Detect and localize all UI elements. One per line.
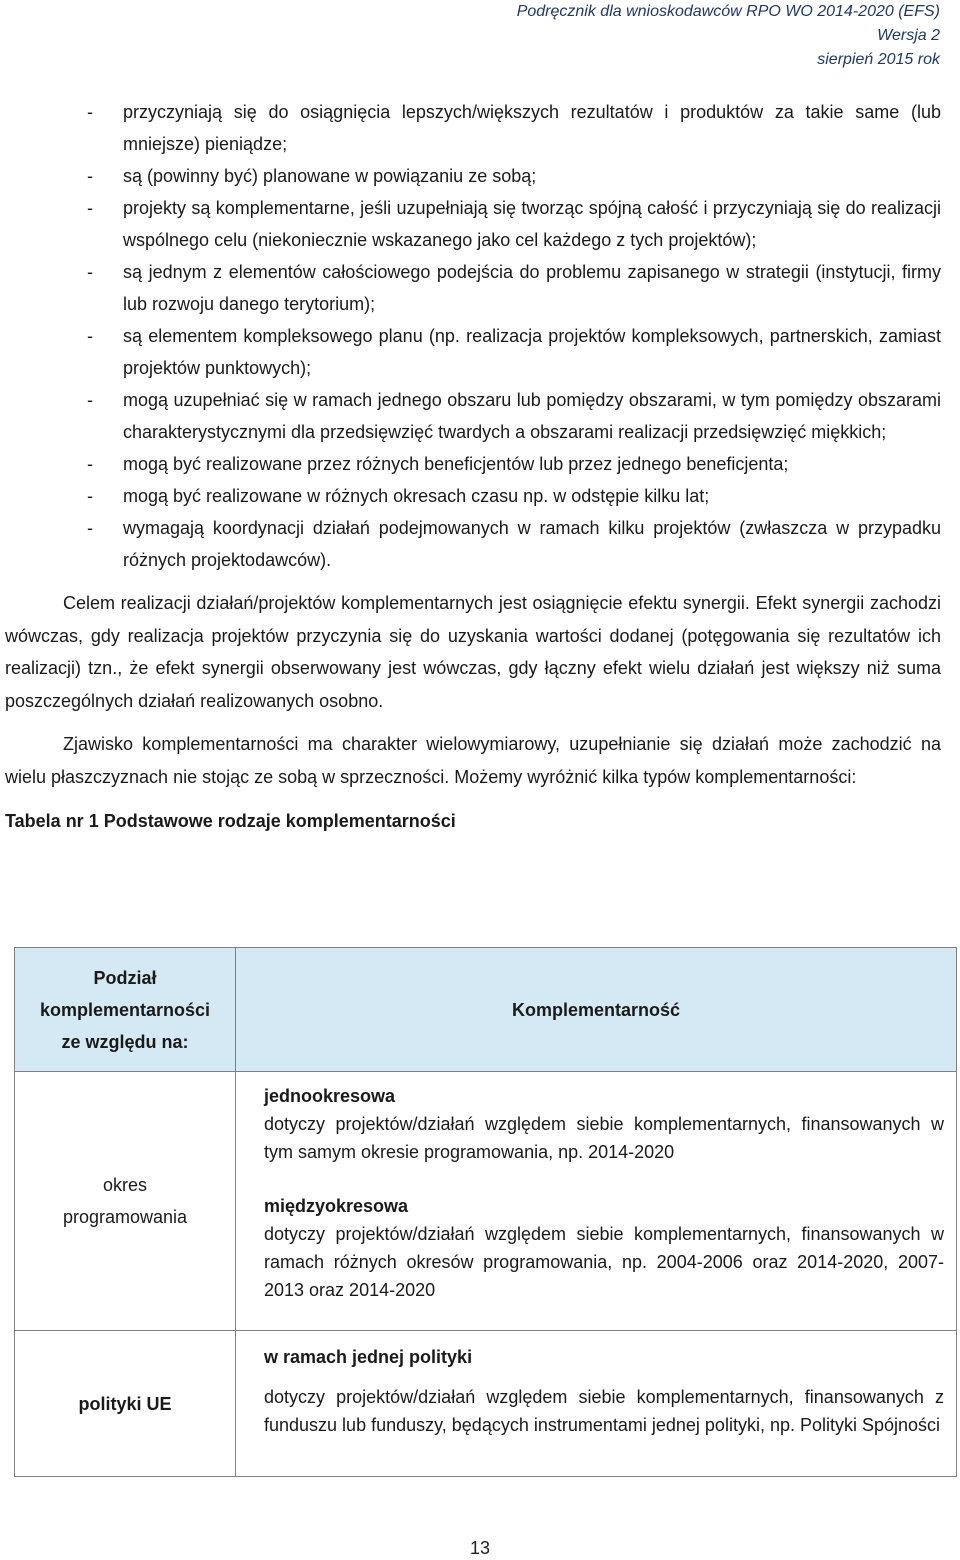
dash-marker: - [87,262,93,282]
dash-marker: - [87,486,93,506]
dash-marker: - [87,454,93,474]
category-cell [15,1072,236,1331]
list-item-text: projekty są komplementarne, jeśli uzupełniają się tworząc spójną całość i przyczyniają się do realizacji wspólnego celu (niekoniecznie wskazanego jako cel każdego z tych projektów); [123,198,941,250]
header-document-title: Podręcznik dla wnioskodawców RPO WO 2014-2020 (EFS) [516,3,940,20]
type-title: jednookresowa [264,1086,396,1106]
list-item [5,256,941,320]
page-number: 13 [469,1538,491,1558]
category-cell: polityki UE [15,1331,236,1477]
dash-marker: - [87,198,93,218]
paragraph-multidimensional: Zjawisko komplementarności ma charakter wielowymiarowy, uzupełnianie się działań może zachodzić na wielu płaszczyznach nie stojąc ze sobą w sprzeczności. Możemy wyróżnić kilka typów komplementarności: [5,734,941,787]
list-item-text: są jednym z elementów całościowego podejścia do problemu zapisanego w strategii (instytucji, firmy lub rozwoju danego terytorium); [123,262,941,314]
category-label-line: programowania [62,1207,188,1227]
main-content [5,96,941,837]
bullet-list [5,96,941,576]
dash-marker: - [87,166,93,186]
description-cell [236,1331,957,1477]
list-item-text: wymagają koordynacji działań podejmowanych w ramach kilku projektów (zwłaszcza w przypadku różnych projektodawców). [123,518,941,570]
list-item [5,96,941,160]
list-item [5,320,941,384]
list-item-text: są (powinny być) planowane w powiązaniu ze sobą; [123,166,537,186]
type-title: międzyokresowa [264,1196,409,1216]
header-division-line: Podział [93,967,157,988]
category-label-line: okres [102,1175,147,1195]
list-item-text: mogą uzupełniać się w ramach jednego obszaru lub pomiędzy obszarami, w tym pomiędzy obszarami charakterystycznymi dla przedsięwzięć twardych a obszarami realizacji przedsięwzięć miękkich; [123,390,941,442]
table-caption: Tabela nr 1 Podstawowe rodzaje komplementarności [5,811,456,831]
header-division-line: komplementarności [39,999,211,1020]
table-row [15,1072,957,1331]
list-item [5,160,941,192]
list-item-text: mogą być realizowane przez różnych beneficjentów lub przez jednego beneficjenta; [123,454,789,474]
header-version: Wersja 2 [877,27,940,44]
page-header [517,0,940,72]
paragraph-synergy: Celem realizacji działań/projektów komplementarnych jest osiągnięcie efektu synergii. Efekt synergii zachodzi wówczas, gdy realizacja projektów przyczynia się do uzyskania wartości dodanej (potęgowania się rezultatów ich realizacji) tzn., że efekt synergii obserwowany jest wówczas, gdy łączny efekt wielu działań jest większy niż suma poszczególnych działań realizowanych osobno. [5,593,941,711]
list-item [5,192,941,256]
list-item-text: przyczyniają się do osiągnięcia lepszych/większych rezultatów i produktów za takie same (lub mniejsze) pieniądze; [123,102,941,154]
list-item-text: są elementem kompleksowego planu (np. realizacja projektów kompleksowych, partnerskich, zamiast projektów punktowych); [123,326,941,378]
list-item [5,448,941,480]
list-item [5,384,941,448]
complementarity-table [14,947,957,1477]
header-division-line: ze względu na: [61,1031,189,1052]
header-date: sierpień 2015 rok [817,51,940,68]
dash-marker: - [87,326,93,346]
header-complementarity-cell: Komplementarność [236,948,957,1072]
type-title: w ramach jednej polityki [264,1347,473,1367]
dash-marker: - [87,390,93,410]
complementarity-type [264,1082,944,1166]
table-row [15,1331,957,1477]
list-item-text: mogą być realizowane w różnych okresach czasu np. w odstępie kilku lat; [123,486,710,506]
complementarity-type [264,1192,944,1304]
list-item [5,480,941,512]
list-item [5,512,941,576]
dash-marker: - [87,102,93,122]
type-description: dotyczy projektów/działań względem siebie komplementarnych, finansowanych w tym samym okresie programowania, np. 2014-2020 [264,1114,944,1162]
type-description: dotyczy projektów/działań względem siebie komplementarnych, finansowanych w ramach różnych okresów programowania, np. 2004-2006 oraz 2014-2020, 2007-2013 oraz 2014-2020 [264,1224,944,1300]
type-description: dotyczy projektów/działań względem siebie komplementarnych, finansowanych z funduszu lub funduszy, będących instrumentami jednej polityki, np. Polityki Spójności [264,1387,944,1435]
table-header-row [15,948,957,1072]
header-division-cell [15,948,236,1072]
description-cell [236,1072,957,1331]
dash-marker: - [87,518,93,538]
